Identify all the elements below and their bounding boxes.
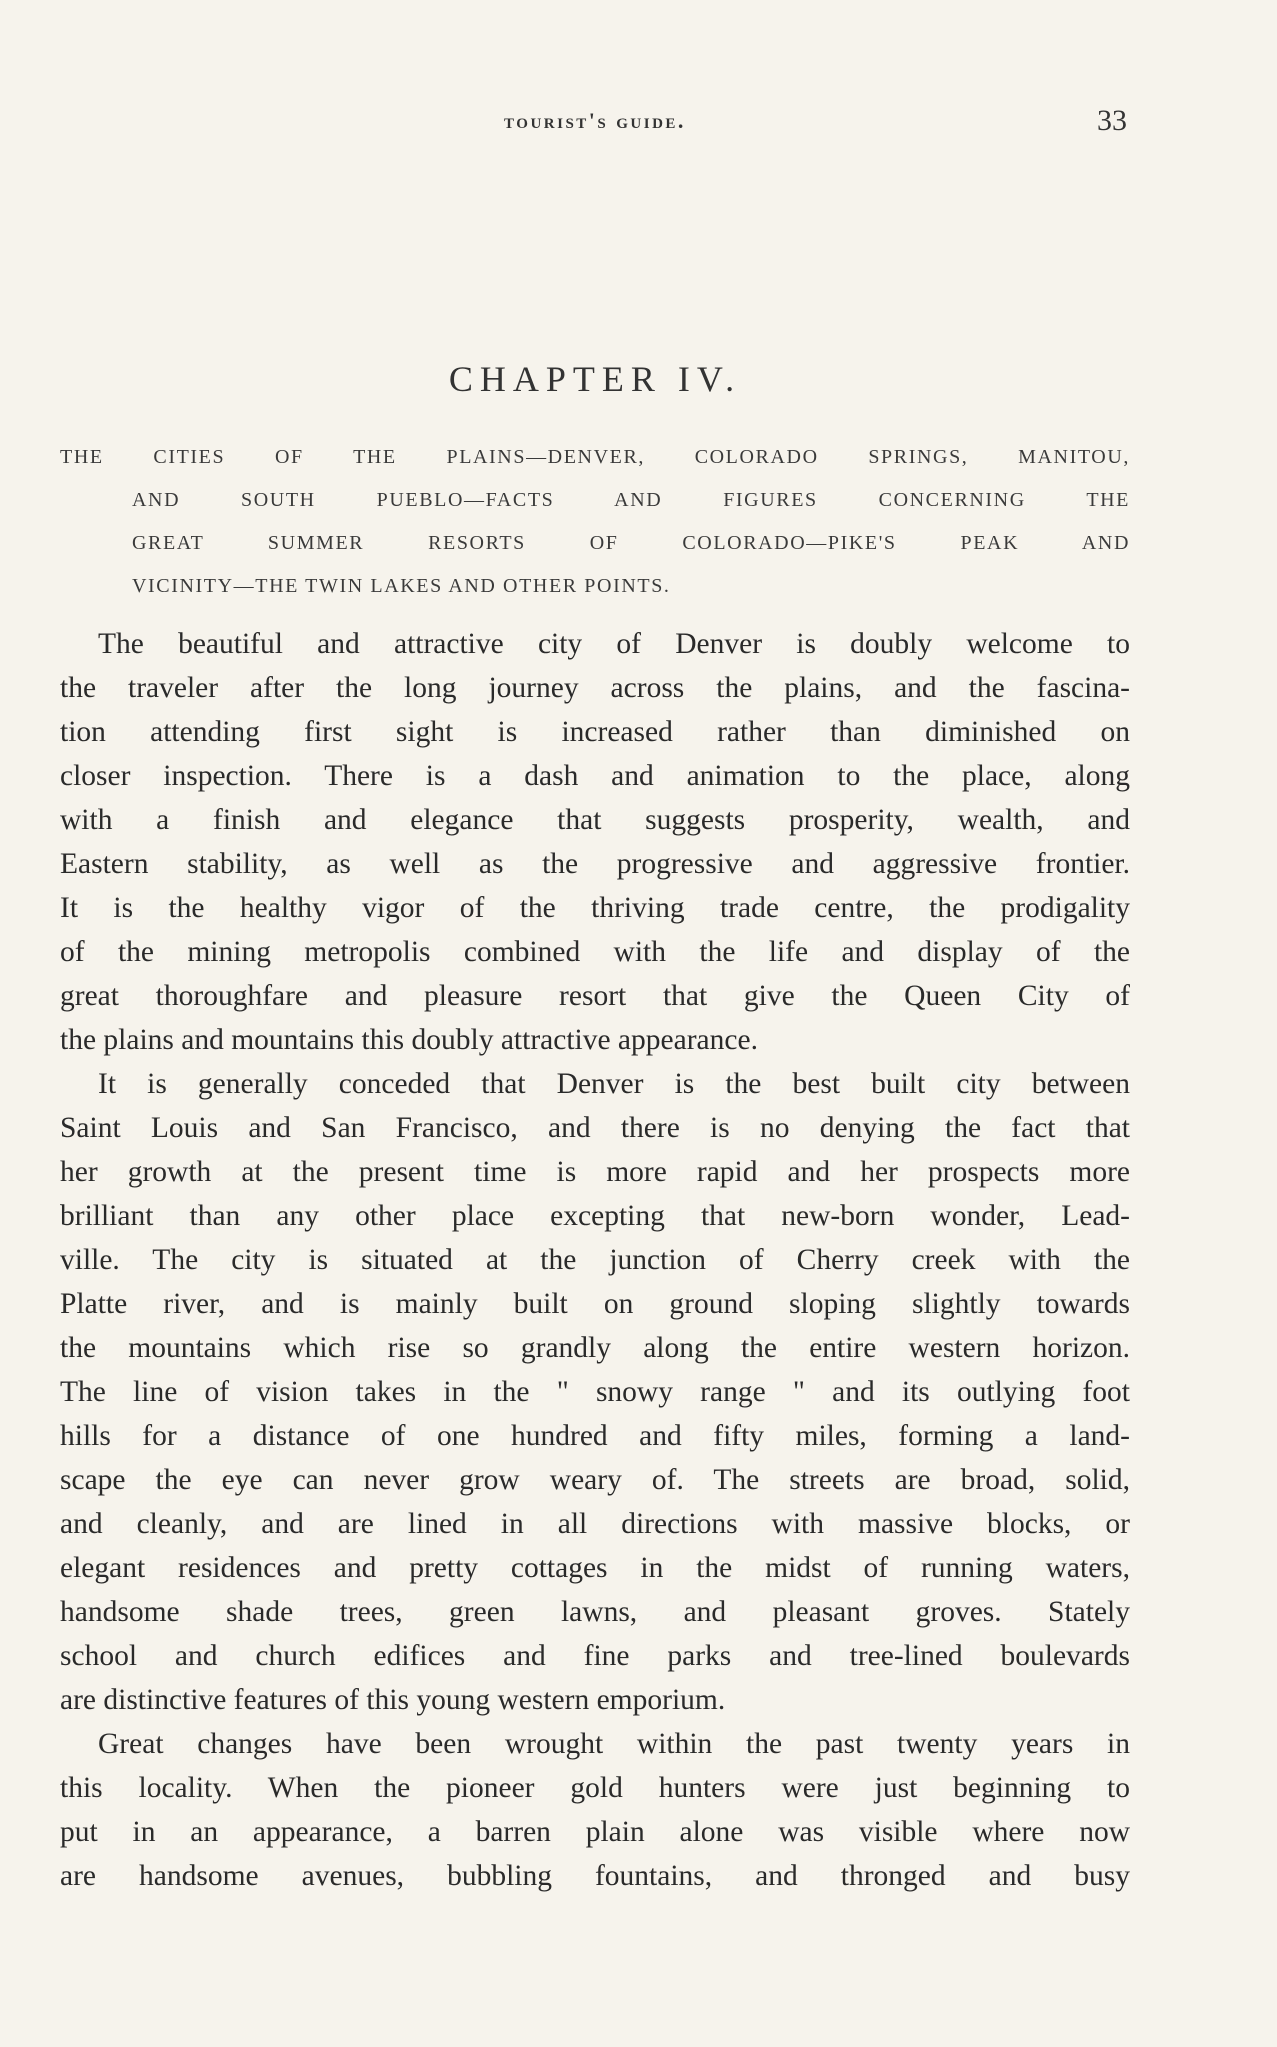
chapter-title: CHAPTER IV. bbox=[448, 359, 742, 399]
page-number: 33 bbox=[1097, 104, 1127, 137]
synopsis-line: AND SOUTH PUEBLO—FACTS AND FIGURES CONCERNING THE bbox=[132, 489, 1130, 511]
body-line: Platte river, and is mainly built on ground sloping slightly towards bbox=[60, 1288, 1130, 1320]
body-line: tion attending first sight is increased rather than diminished on bbox=[60, 716, 1130, 748]
running-head bbox=[0, 104, 1277, 148]
body-line: the mountains which rise so grandly along the entire western horizon. bbox=[60, 1332, 1130, 1364]
body-line: and cleanly, and are lined in all directions with massive blocks, or bbox=[60, 1508, 1130, 1540]
body-line: are handsome avenues, bubbling fountains, and thronged and busy bbox=[60, 1860, 1130, 1892]
body-line: closer inspection. There is a dash and animation to the place, along bbox=[60, 760, 1130, 792]
running-title: tourist's guide. bbox=[504, 108, 686, 133]
body-line: are distinctive features of this young western emporium. bbox=[60, 1684, 726, 1716]
body-line: the traveler after the long journey across the plains, and the fascina- bbox=[60, 672, 1130, 704]
body-line: with a finish and elegance that suggests prosperity, wealth, and bbox=[60, 804, 1130, 836]
body-line: great thoroughfare and pleasure resort that give the Queen City of bbox=[60, 980, 1130, 1012]
body-line: Great changes have been wrought within the past twenty years in bbox=[98, 1728, 1130, 1760]
synopsis-line: THE CITIES OF THE PLAINS—DENVER, COLORADO SPRINGS, MANITOU, bbox=[60, 446, 1130, 468]
body-line: ville. The city is situated at the junction of Cherry creek with the bbox=[60, 1244, 1130, 1276]
body-line: It is generally conceded that Denver is the best built city between bbox=[98, 1068, 1130, 1100]
synopsis-line: VICINITY—THE TWIN LAKES AND OTHER POINTS. bbox=[132, 575, 671, 597]
body-line: handsome shade trees, green lawns, and pleasant groves. Stately bbox=[60, 1596, 1130, 1628]
body-line: It is the healthy vigor of the thriving trade centre, the prodigality bbox=[60, 892, 1130, 924]
body-line: hills for a distance of one hundred and fifty miles, forming a land- bbox=[60, 1420, 1130, 1452]
body-line: of the mining metropolis combined with the life and display of the bbox=[60, 936, 1130, 968]
body-line: put in an appearance, a barren plain alone was visible where now bbox=[60, 1816, 1130, 1848]
chapter-synopsis bbox=[60, 436, 1130, 608]
body-line: Eastern stability, as well as the progressive and aggressive frontier. bbox=[60, 848, 1130, 880]
body-line: scape the eye can never grow weary of. The streets are broad, solid, bbox=[60, 1464, 1130, 1496]
body-line: The beautiful and attractive city of Denver is doubly welcome to bbox=[98, 628, 1130, 660]
body-line: The line of vision takes in the " snowy range " and its outlying foot bbox=[60, 1376, 1130, 1408]
body-line: elegant residences and pretty cottages in the midst of running waters, bbox=[60, 1552, 1130, 1584]
body-line: school and church edifices and fine parks and tree-lined boulevards bbox=[60, 1640, 1130, 1672]
body-text bbox=[60, 622, 1130, 1898]
body-line: brilliant than any other place excepting that new-born wonder, Lead- bbox=[60, 1200, 1130, 1232]
body-line: her growth at the present time is more rapid and her prospects more bbox=[60, 1156, 1130, 1188]
body-line: Saint Louis and San Francisco, and there is no denying the fact that bbox=[60, 1112, 1130, 1144]
body-line: the plains and mountains this doubly attractive appearance. bbox=[60, 1024, 758, 1056]
body-line: this locality. When the pioneer gold hunters were just beginning to bbox=[60, 1772, 1130, 1804]
synopsis-line: GREAT SUMMER RESORTS OF COLORADO—PIKE'S PEAK AND bbox=[132, 532, 1130, 554]
